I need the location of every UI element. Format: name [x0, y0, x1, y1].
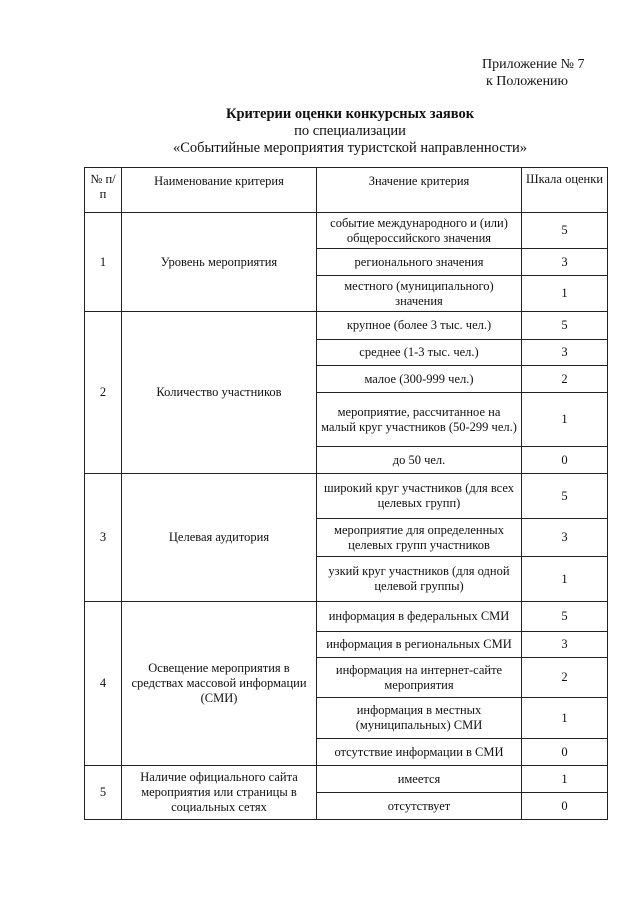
- criterion-value: широкий круг участников (для всех целевых групп): [317, 474, 522, 519]
- criterion-score: 1: [522, 698, 608, 739]
- criterion-value: событие международного и (или) общероссийского значения: [317, 213, 522, 249]
- column-header-score: Шкала оценки: [522, 168, 608, 213]
- criterion-score: 5: [522, 602, 608, 632]
- criterion-option-row: [85, 312, 608, 340]
- criterion-value: мероприятие для определенных целевых групп участников: [317, 519, 522, 557]
- criterion-value: крупное (более 3 тыс. чел.): [317, 312, 522, 340]
- criterion-value: информация на интернет-сайте мероприятия: [317, 658, 522, 698]
- annex-reference: к Положению: [486, 74, 569, 89]
- criteria-table-body: [85, 213, 608, 820]
- criterion-name: Освещение мероприятия в средствах массовой информации (СМИ): [122, 602, 317, 766]
- criterion-option-row: [85, 766, 608, 793]
- criterion-value: местного (муниципального) значения: [317, 276, 522, 312]
- criterion-number: 1: [85, 213, 122, 312]
- column-header-criterion-value: Значение критерия: [317, 168, 522, 213]
- criterion-option-row: [85, 602, 608, 632]
- criterion-score: 3: [522, 632, 608, 658]
- criterion-name: Уровень мероприятия: [122, 213, 317, 312]
- column-header-criterion-name: Наименование критерия: [122, 168, 317, 213]
- criterion-score: 0: [522, 793, 608, 820]
- criterion-name: Наличие официального сайта мероприятия или страницы в социальных сетях: [122, 766, 317, 820]
- criterion-value: регионального значения: [317, 249, 522, 276]
- document-subtitle: по специализации: [294, 123, 406, 139]
- criterion-value: узкий круг участников (для одной целевой группы): [317, 557, 522, 602]
- criterion-score: 3: [522, 519, 608, 557]
- criterion-name: Целевая аудитория: [122, 474, 317, 602]
- specialization-name: «Событийные мероприятия туристской направленности»: [172, 140, 528, 156]
- criterion-score: 0: [522, 739, 608, 766]
- criterion-score: 2: [522, 658, 608, 698]
- criterion-score: 3: [522, 340, 608, 366]
- criterion-score: 5: [522, 474, 608, 519]
- criterion-value: информация в региональных СМИ: [317, 632, 522, 658]
- criterion-score: 1: [522, 276, 608, 312]
- document-heading: [60, 106, 640, 157]
- criterion-score: 1: [522, 766, 608, 793]
- criterion-number: 3: [85, 474, 122, 602]
- criterion-value: мероприятие, рассчитанное на малый круг участников (50-299 чел.): [317, 393, 522, 447]
- criterion-value: отсутствие информации в СМИ: [317, 739, 522, 766]
- criterion-value: до 50 чел.: [317, 447, 522, 474]
- criterion-value: отсутствует: [317, 793, 522, 820]
- criterion-score: 5: [522, 213, 608, 249]
- criterion-number: 4: [85, 602, 122, 766]
- criterion-name: Количество участников: [122, 312, 317, 474]
- criterion-number: 5: [85, 766, 122, 820]
- document-title: Критерии оценки конкурсных заявок: [225, 106, 475, 122]
- criteria-table: [84, 167, 608, 820]
- annex-note: [482, 56, 612, 90]
- criterion-score: 2: [522, 366, 608, 393]
- criterion-score: 0: [522, 447, 608, 474]
- table-header-row: [85, 168, 608, 213]
- column-header-number: № п/п: [85, 168, 122, 213]
- criterion-value: имеется: [317, 766, 522, 793]
- criterion-option-row: [85, 213, 608, 249]
- criterion-value: информация в федеральных СМИ: [317, 602, 522, 632]
- criterion-score: 3: [522, 249, 608, 276]
- criterion-score: 1: [522, 393, 608, 447]
- criterion-score: 1: [522, 557, 608, 602]
- criterion-value: среднее (1-3 тыс. чел.): [317, 340, 522, 366]
- criterion-number: 2: [85, 312, 122, 474]
- criterion-score: 5: [522, 312, 608, 340]
- criterion-option-row: [85, 474, 608, 519]
- criterion-value: малое (300-999 чел.): [317, 366, 522, 393]
- criterion-value: информация в местных (муниципальных) СМИ: [317, 698, 522, 739]
- annex-number: Приложение № 7: [482, 57, 585, 72]
